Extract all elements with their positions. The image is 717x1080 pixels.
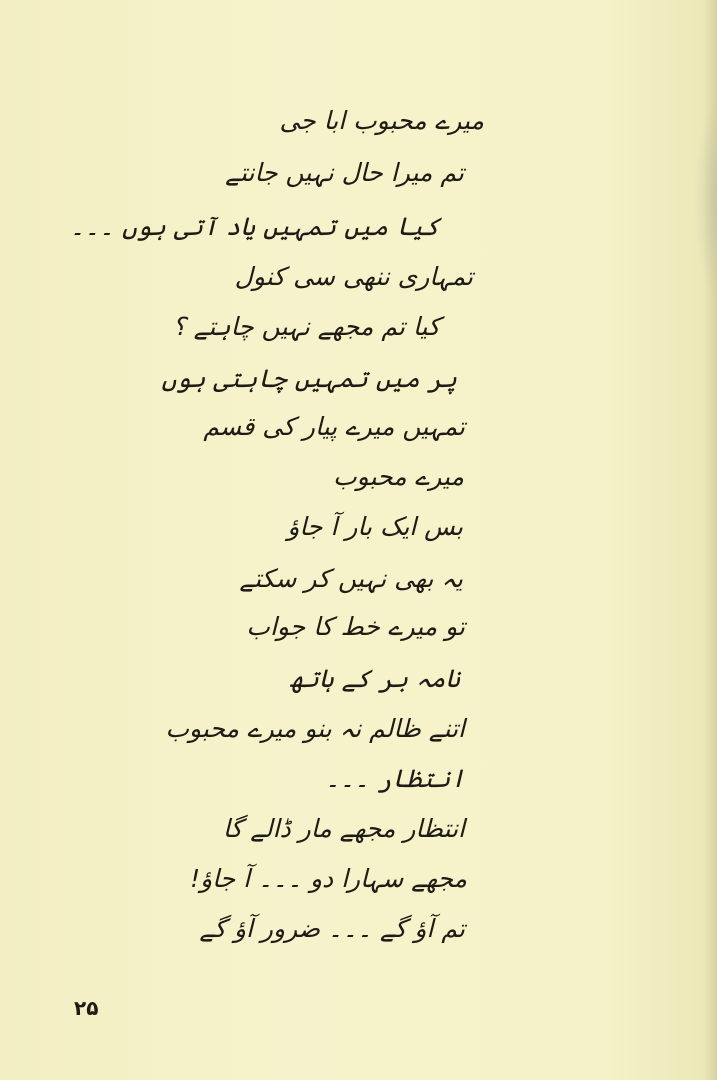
poem-line: میرے محبوب	[333, 462, 464, 491]
poem-line: نامہ بر کے ہاتھ	[289, 664, 460, 693]
poem-line: انتظار مجھے مار ڈالے گا	[222, 814, 465, 843]
poem-line: تم آؤ گے ۔۔۔ ضرور آؤ گے	[199, 914, 465, 943]
poem-line: تم میرا حال نہیں جانتے	[225, 158, 464, 187]
poem-line: کیا تم مجھے نہیں چاہتے ؟	[172, 312, 440, 341]
poem-line: پر میں تمہیں چاہتی ہوں	[161, 364, 457, 393]
poem-line: انتظار ۔۔۔	[325, 764, 465, 793]
poem-line: تمہاری ننھی سی کنول	[234, 262, 473, 291]
poem-line: یہ بھی نہیں کر سکتے	[239, 564, 463, 593]
poem-line: اتنے ظالم نہ بنو میرے محبوب	[165, 714, 465, 743]
poem-line: مجھے سہارا دو ۔۔۔ آ جاؤ!	[190, 864, 467, 893]
poem-line: تمہیں میرے پیار کی قسم	[203, 412, 465, 441]
poem-line: تو میرے خط کا جواب	[246, 612, 465, 641]
page-number: ۲۵	[74, 996, 99, 1020]
poem-line: کیا میں تمہیں یاد آتی ہوں ۔۔۔	[70, 212, 440, 241]
poem-line: بس ایک بار آ جاؤ	[287, 512, 463, 541]
poem-line: میرے محبوب ابا جی	[279, 106, 484, 135]
